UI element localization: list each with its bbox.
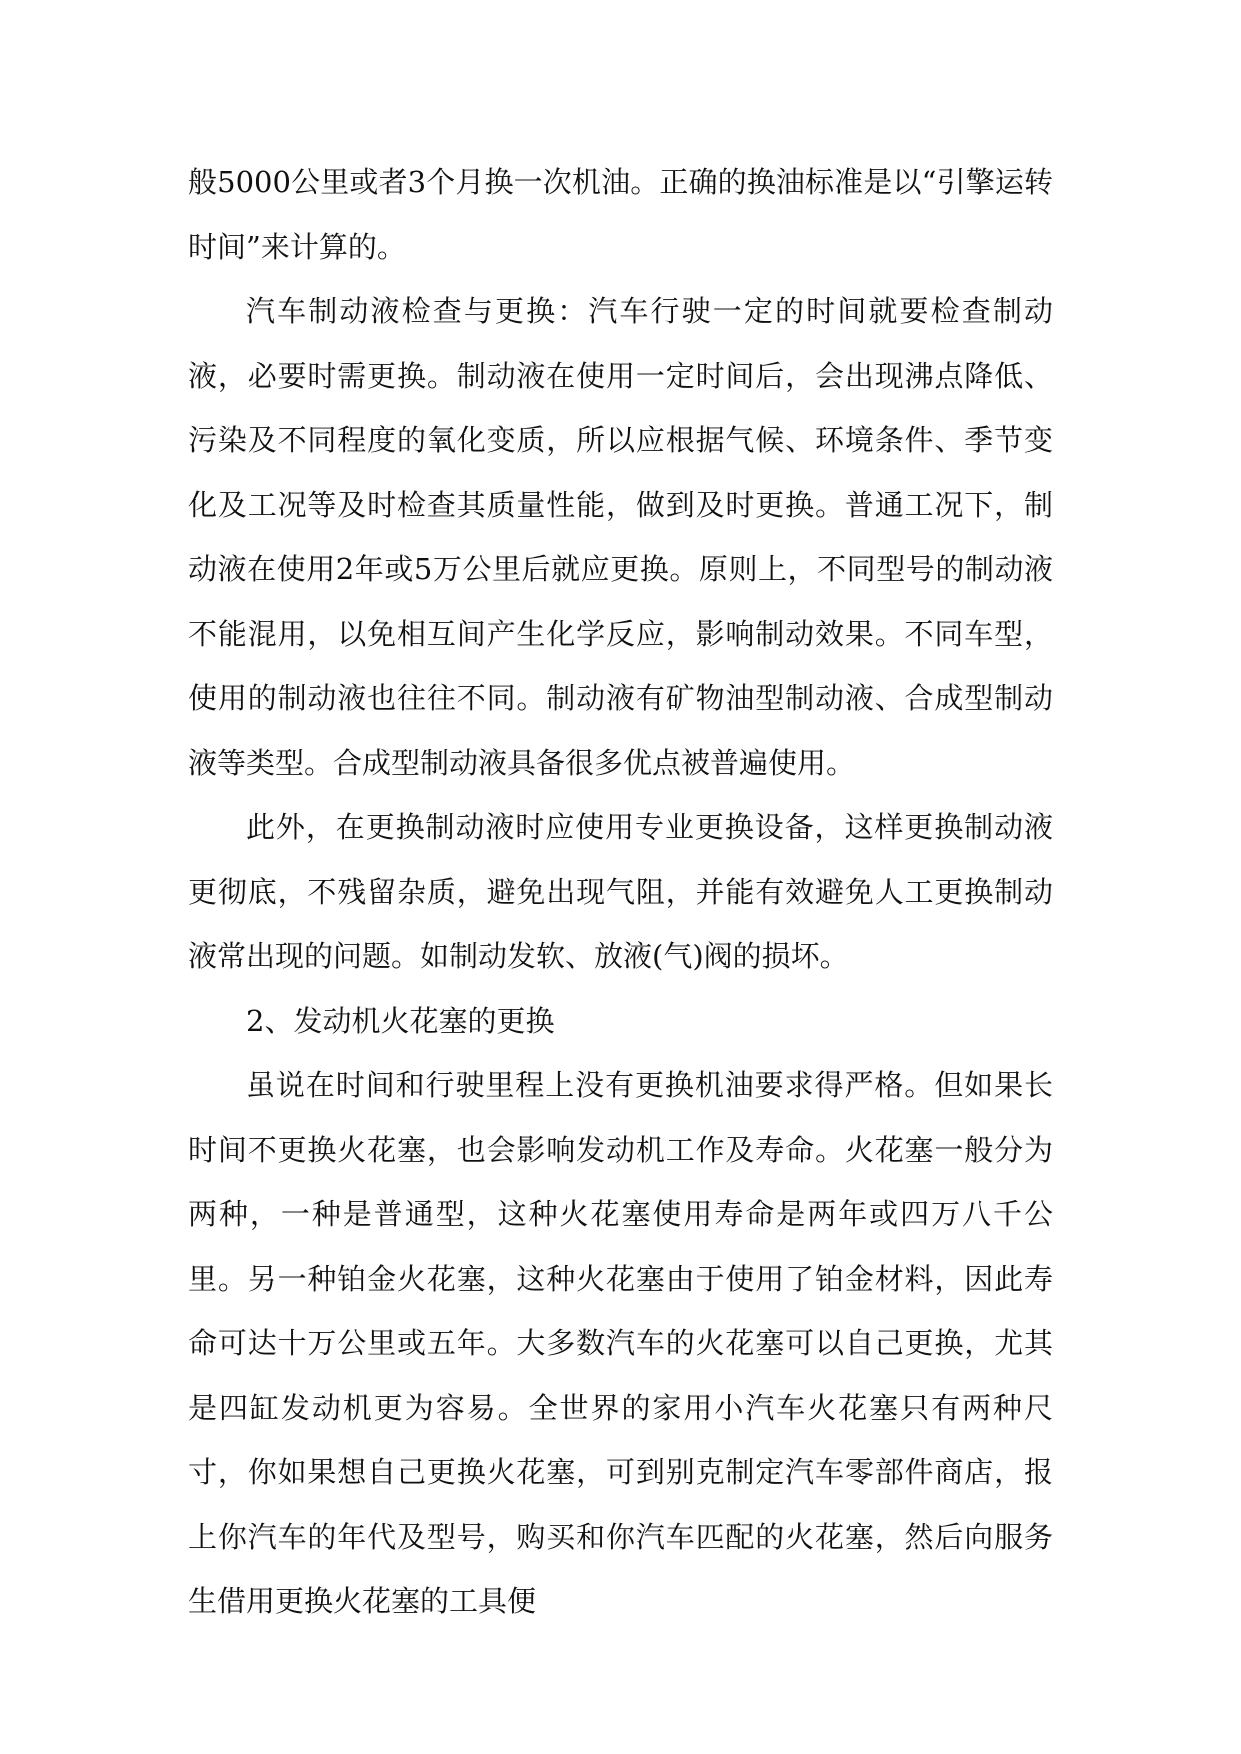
paragraph-brake-fluid-equipment: 此外，在更换制动液时应使用专业更换设备，这样更换制动液更彻底，不残留杂质，避免出现气阻，并能有效避免人工更换制动液常出现的问题。如制动发软、放液(气)阀的损坏。 [188,810,1053,973]
paragraph-brake-fluid: 汽车制动液检查与更换：汽车行驶一定的时间就要检查制动液，必要时需更换。制动液在使用一定时间后，会出现沸点降低、污染及不同程度的氧化变质，所以应根据气候、环境条件、季节变化及工况等及时检查其质量性能，做到及时更换。普通工况下，制动液在使用2年或5万公里后就应更换。原则上，不同型号的制动液不能混用，以免相互间产生化学反应，影响制动效果。不同车型，使用的制动液也往往不同。制动液有矿物油型制动液、合成型制动液等类型。合成型制动液具备很多优点被普遍使用。 [188,294,1053,780]
paragraph-oil-change-continuation: 般5000公里或者3个月换一次机油。正确的换油标准是以“引擎运转时间”来计算的。 [188,165,1053,264]
paragraph-spark-plug: 虽说在时间和行驶里程上没有更换机油要求得严格。但如果长时间不更换火花塞，也会影响发动机工作及寿命。火花塞一般分为两种，一种是普通型，这种火花塞使用寿命是两年或四万八千公里。另一种铂金火花塞，这种火花塞由于使用了铂金材料，因此寿命可达十万公里或五年。大多数汽车的火花塞可以自己更换，尤其是四缸发动机更为容易。全世界的家用小汽车火花塞只有两种尺寸，你如果想自己更换火花塞，可到别克制定汽车零部件商店，报上你汽车的年代及型号，购买和你汽车匹配的火花塞，然后向服务生借用更换火花塞的工具便 [188,1068,1053,1618]
section-heading-spark-plug: 2、发动机火花塞的更换 [246,1003,555,1038]
document-body [188,150,1053,1634]
